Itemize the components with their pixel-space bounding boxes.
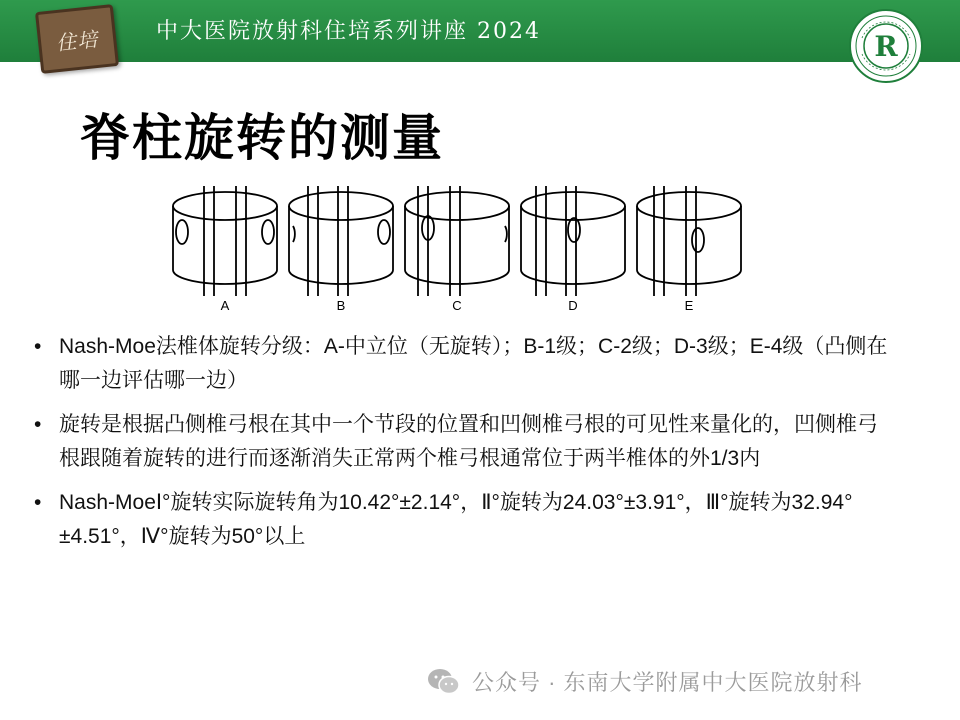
- footer-text: 公众号 · 东南大学附属中大医院放射科: [472, 670, 863, 695]
- figure-label-e: E: [684, 298, 694, 313]
- vertebra-d: [521, 186, 625, 296]
- figure-label-a: A: [220, 298, 230, 313]
- figure-label-c: C: [452, 298, 462, 313]
- slide-title: 脊柱旋转的测量: [80, 109, 444, 167]
- training-badge: [35, 4, 119, 74]
- wechat-icon: [426, 667, 462, 697]
- vertebra-c: [405, 186, 509, 296]
- bullet-item: • 旋转是根据凸侧椎弓根在其中一个节段的位置和凹侧椎弓根的可见性来量化的，凹侧椎弓根跟随着旋转的进行而逐渐消失正常两个椎弓根通常位于两半椎体的外1/3内: [34, 408, 894, 476]
- vertebra-a: [173, 186, 277, 296]
- vertebra-b: [289, 186, 393, 296]
- header-bar: [0, 0, 960, 62]
- bullet-item: • Nash-Moe法椎体旋转分级：A-中立位（无旋转）；B-1级；C-2级；D-3级；E-4级（凸侧在哪一边评估哪一边）: [34, 330, 894, 398]
- vertebral-rotation-diagram: [168, 184, 758, 314]
- footer-watermark: [426, 666, 863, 697]
- bullet-list: [34, 330, 894, 564]
- figure-label-b: B: [336, 298, 346, 313]
- bullet-item: • Nash-MoeⅠ°旋转实际旋转角为10.42°±2.14°，Ⅱ°旋转为24.03°±3.91°，Ⅲ°旋转为32.94°±4.51°，Ⅳ°旋转为50°以上: [34, 486, 894, 554]
- hospital-logo-icon: [848, 8, 924, 84]
- badge-text: 住培: [55, 26, 100, 55]
- header-title: 中大医院放射科住培系列讲座 2024: [156, 19, 541, 44]
- logo-letter: R: [874, 30, 898, 63]
- vertebra-e: [637, 186, 741, 296]
- figure-label-d: D: [568, 298, 578, 313]
